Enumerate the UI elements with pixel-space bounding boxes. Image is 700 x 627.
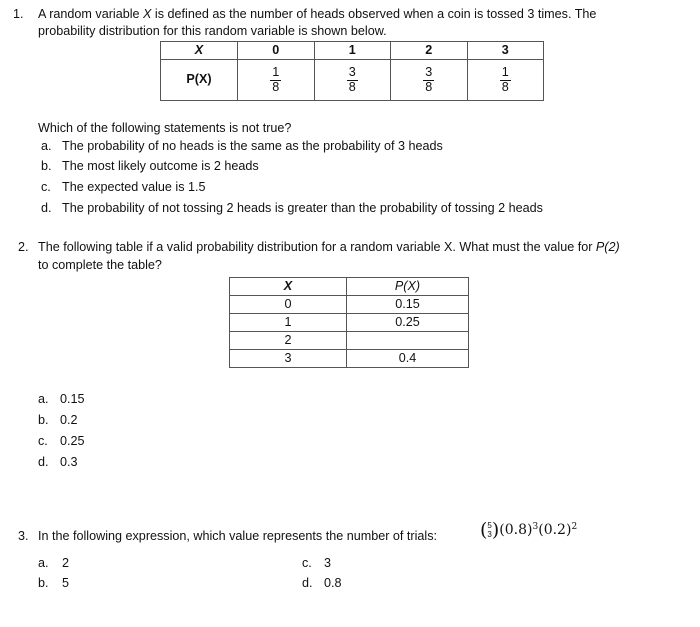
fraction	[347, 66, 358, 93]
table-cell: 1	[314, 42, 391, 60]
table-row	[161, 60, 544, 101]
fraction	[500, 66, 511, 93]
option-text: The expected value is 1.5	[62, 180, 206, 194]
option-letter: d.	[41, 201, 52, 215]
fraction-numerator: 1	[272, 65, 280, 80]
term-base: (0.8)	[499, 522, 533, 539]
table-row	[230, 332, 469, 350]
table-cell	[391, 60, 468, 101]
term-exponent: 2	[571, 522, 578, 533]
table-cell	[314, 60, 391, 101]
option-letter: b.	[38, 413, 49, 427]
option-letter: d.	[38, 455, 49, 469]
question-stem-line2: probability distribution for this random variable is shown below.	[38, 24, 387, 38]
stem-p2: P(2)	[595, 240, 620, 254]
table-row-label: P(X)	[161, 60, 238, 101]
option-text: The most likely outcome is 2 heads	[62, 159, 259, 173]
table-cell: 0	[230, 296, 347, 314]
fraction-denominator: 8	[425, 79, 433, 94]
option-letter: c.	[41, 180, 51, 194]
table-row	[230, 314, 469, 332]
table-header-row	[161, 42, 544, 60]
table-cell: 2	[391, 42, 468, 60]
binomial-expression	[480, 519, 577, 543]
binom-top: 5	[487, 521, 492, 531]
table-cell	[467, 60, 544, 101]
stem-text: is defined as the number of heads observed when a coin is tossed 3 times. The	[151, 7, 597, 21]
table-cell: 0.15	[347, 296, 469, 314]
table-cell: 3	[467, 42, 544, 60]
option-letter: b.	[38, 576, 49, 590]
paren-open: (	[480, 519, 488, 541]
question-prompt: Which of the following statements is not true?	[38, 121, 292, 135]
table-cell	[347, 332, 469, 350]
option-letter: c.	[302, 556, 312, 570]
table-cell: 0.4	[347, 350, 469, 368]
fraction	[423, 66, 434, 93]
table-cell: 2	[230, 332, 347, 350]
option-letter: a.	[41, 139, 52, 153]
question-number: 1.	[13, 7, 24, 21]
fraction-denominator: 8	[348, 79, 356, 94]
fraction-numerator: 3	[348, 65, 356, 80]
table-cell	[238, 60, 315, 101]
option-text: 3	[324, 556, 332, 570]
term-base: (0.2)	[538, 522, 572, 539]
question-number: 3.	[18, 529, 29, 543]
fraction-denominator: 8	[272, 79, 280, 94]
table-cell: 0	[238, 42, 315, 60]
table-header-px: P(X)	[347, 278, 469, 296]
fraction-numerator: 1	[501, 65, 509, 80]
question-number: 2.	[18, 240, 29, 254]
option-letter: b.	[41, 159, 52, 173]
table-row	[230, 350, 469, 368]
fraction-numerator: 3	[425, 65, 433, 80]
stem-text: The following table if a valid probability distribution for a random variable X. What must the value for	[38, 240, 596, 254]
paren-close: )	[491, 519, 500, 541]
table-header-x: X	[161, 42, 238, 60]
option-text: The probability of not tossing 2 heads is greater than the probability of tossing 2 heads	[62, 201, 543, 215]
option-letter: a.	[38, 392, 49, 406]
stem-text: A random variable	[38, 7, 144, 21]
option-text: 5	[62, 576, 70, 590]
table-row	[230, 296, 469, 314]
stem-variable: X	[143, 7, 152, 21]
term-exponent: 3	[532, 522, 539, 533]
option-text: 0.8	[324, 576, 342, 590]
table-cell: 1	[230, 314, 347, 332]
option-text: 0.15	[60, 392, 85, 406]
probability-table	[229, 277, 469, 368]
option-text: 0.25	[60, 434, 85, 448]
table-cell: 0.25	[347, 314, 469, 332]
option-letter: d.	[302, 576, 313, 590]
option-letter: a.	[38, 556, 49, 570]
option-text: The probability of no heads is the same as the probability of 3 heads	[62, 139, 443, 153]
option-text: 2	[62, 556, 70, 570]
binom-bottom: 3	[487, 529, 492, 539]
table-cell: 3	[230, 350, 347, 368]
question-stem-line2: to complete the table?	[38, 258, 162, 272]
table-header-row	[230, 278, 469, 296]
table-header-x: X	[230, 278, 347, 296]
distribution-table	[160, 41, 544, 101]
fraction	[270, 66, 281, 93]
fraction-denominator: 8	[501, 79, 509, 94]
option-letter: c.	[38, 434, 48, 448]
question-stem: In the following expression, which value represents the number of trials:	[38, 529, 438, 543]
option-text: 0.3	[60, 455, 78, 469]
question-stem-line1	[38, 7, 596, 23]
option-text: 0.2	[60, 413, 78, 427]
question-stem-line1	[38, 240, 620, 256]
